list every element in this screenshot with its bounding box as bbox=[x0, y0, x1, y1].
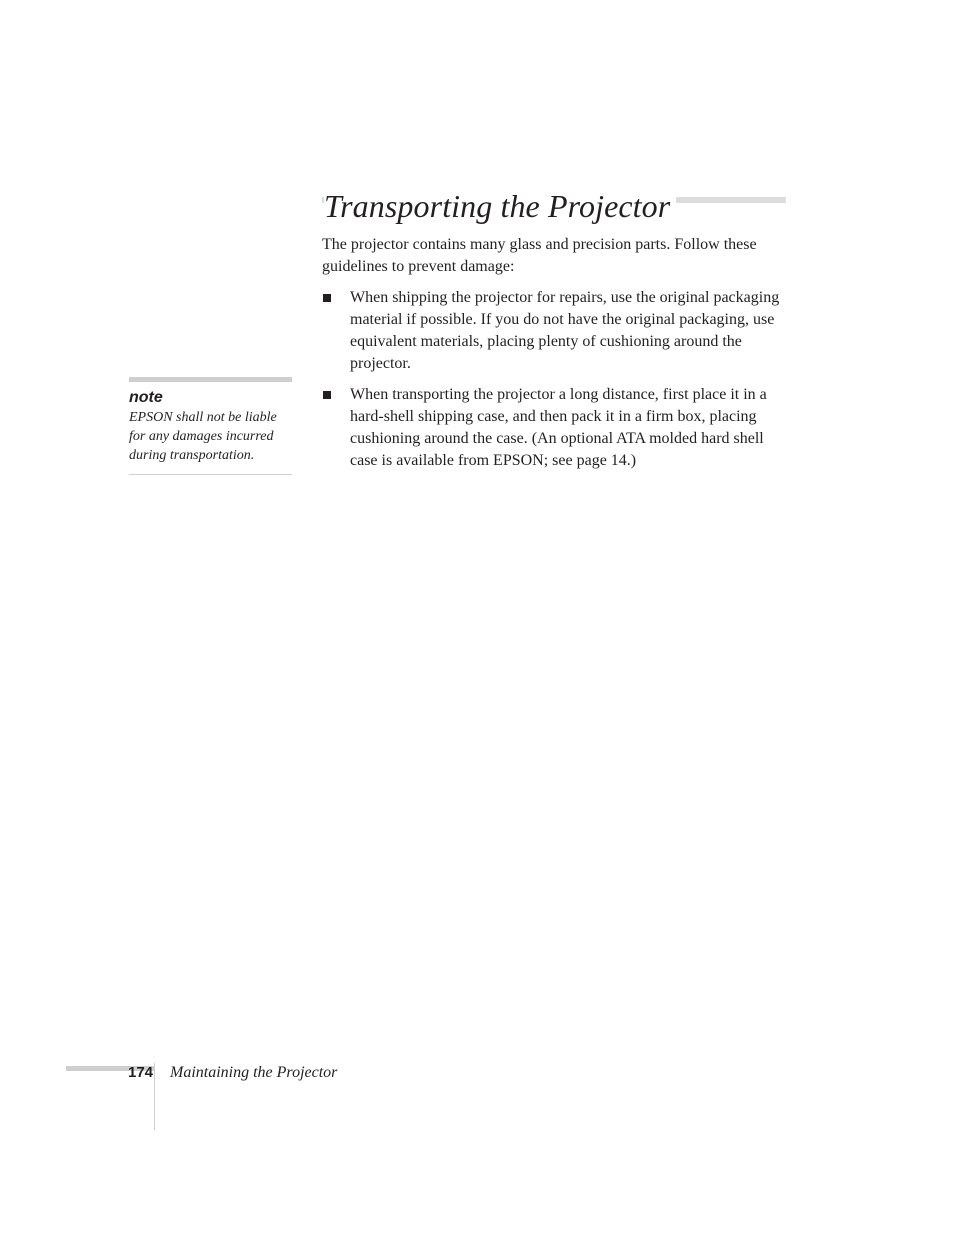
list-item-text: When transporting the projector a long distance, first place it in a hard-shell shipping case, and then pack it in a firm box, placing cushioning around the case. (An optional ATA molded hard shell case is available from EPSON; see page 14.) bbox=[350, 386, 767, 469]
square-bullet-icon bbox=[323, 391, 331, 399]
guideline-list bbox=[322, 287, 788, 481]
note-label: note bbox=[129, 389, 163, 406]
sidebar-note bbox=[129, 377, 292, 475]
note-top-rule bbox=[129, 377, 292, 382]
square-bullet-icon bbox=[323, 294, 331, 302]
section-title: Transporting the Projector bbox=[324, 186, 676, 226]
list-item bbox=[322, 384, 788, 472]
intro-paragraph: The projector contains many glass and precision parts. Follow these guidelines to prevent damage: bbox=[322, 236, 757, 275]
page-number: 174 bbox=[128, 1064, 154, 1081]
footer-divider bbox=[154, 1063, 155, 1130]
running-footer-chapter: Maintaining the Projector bbox=[170, 1064, 338, 1081]
list-item-text: When shipping the projector for repairs, use the original packaging material if possible. If you do not have the original packaging, use equivalent materials, placing plenty of cushioning around the projector. bbox=[350, 289, 780, 372]
list-item bbox=[322, 287, 788, 375]
note-text: EPSON shall not be liable for any damages incurred during transportation. bbox=[129, 408, 292, 475]
